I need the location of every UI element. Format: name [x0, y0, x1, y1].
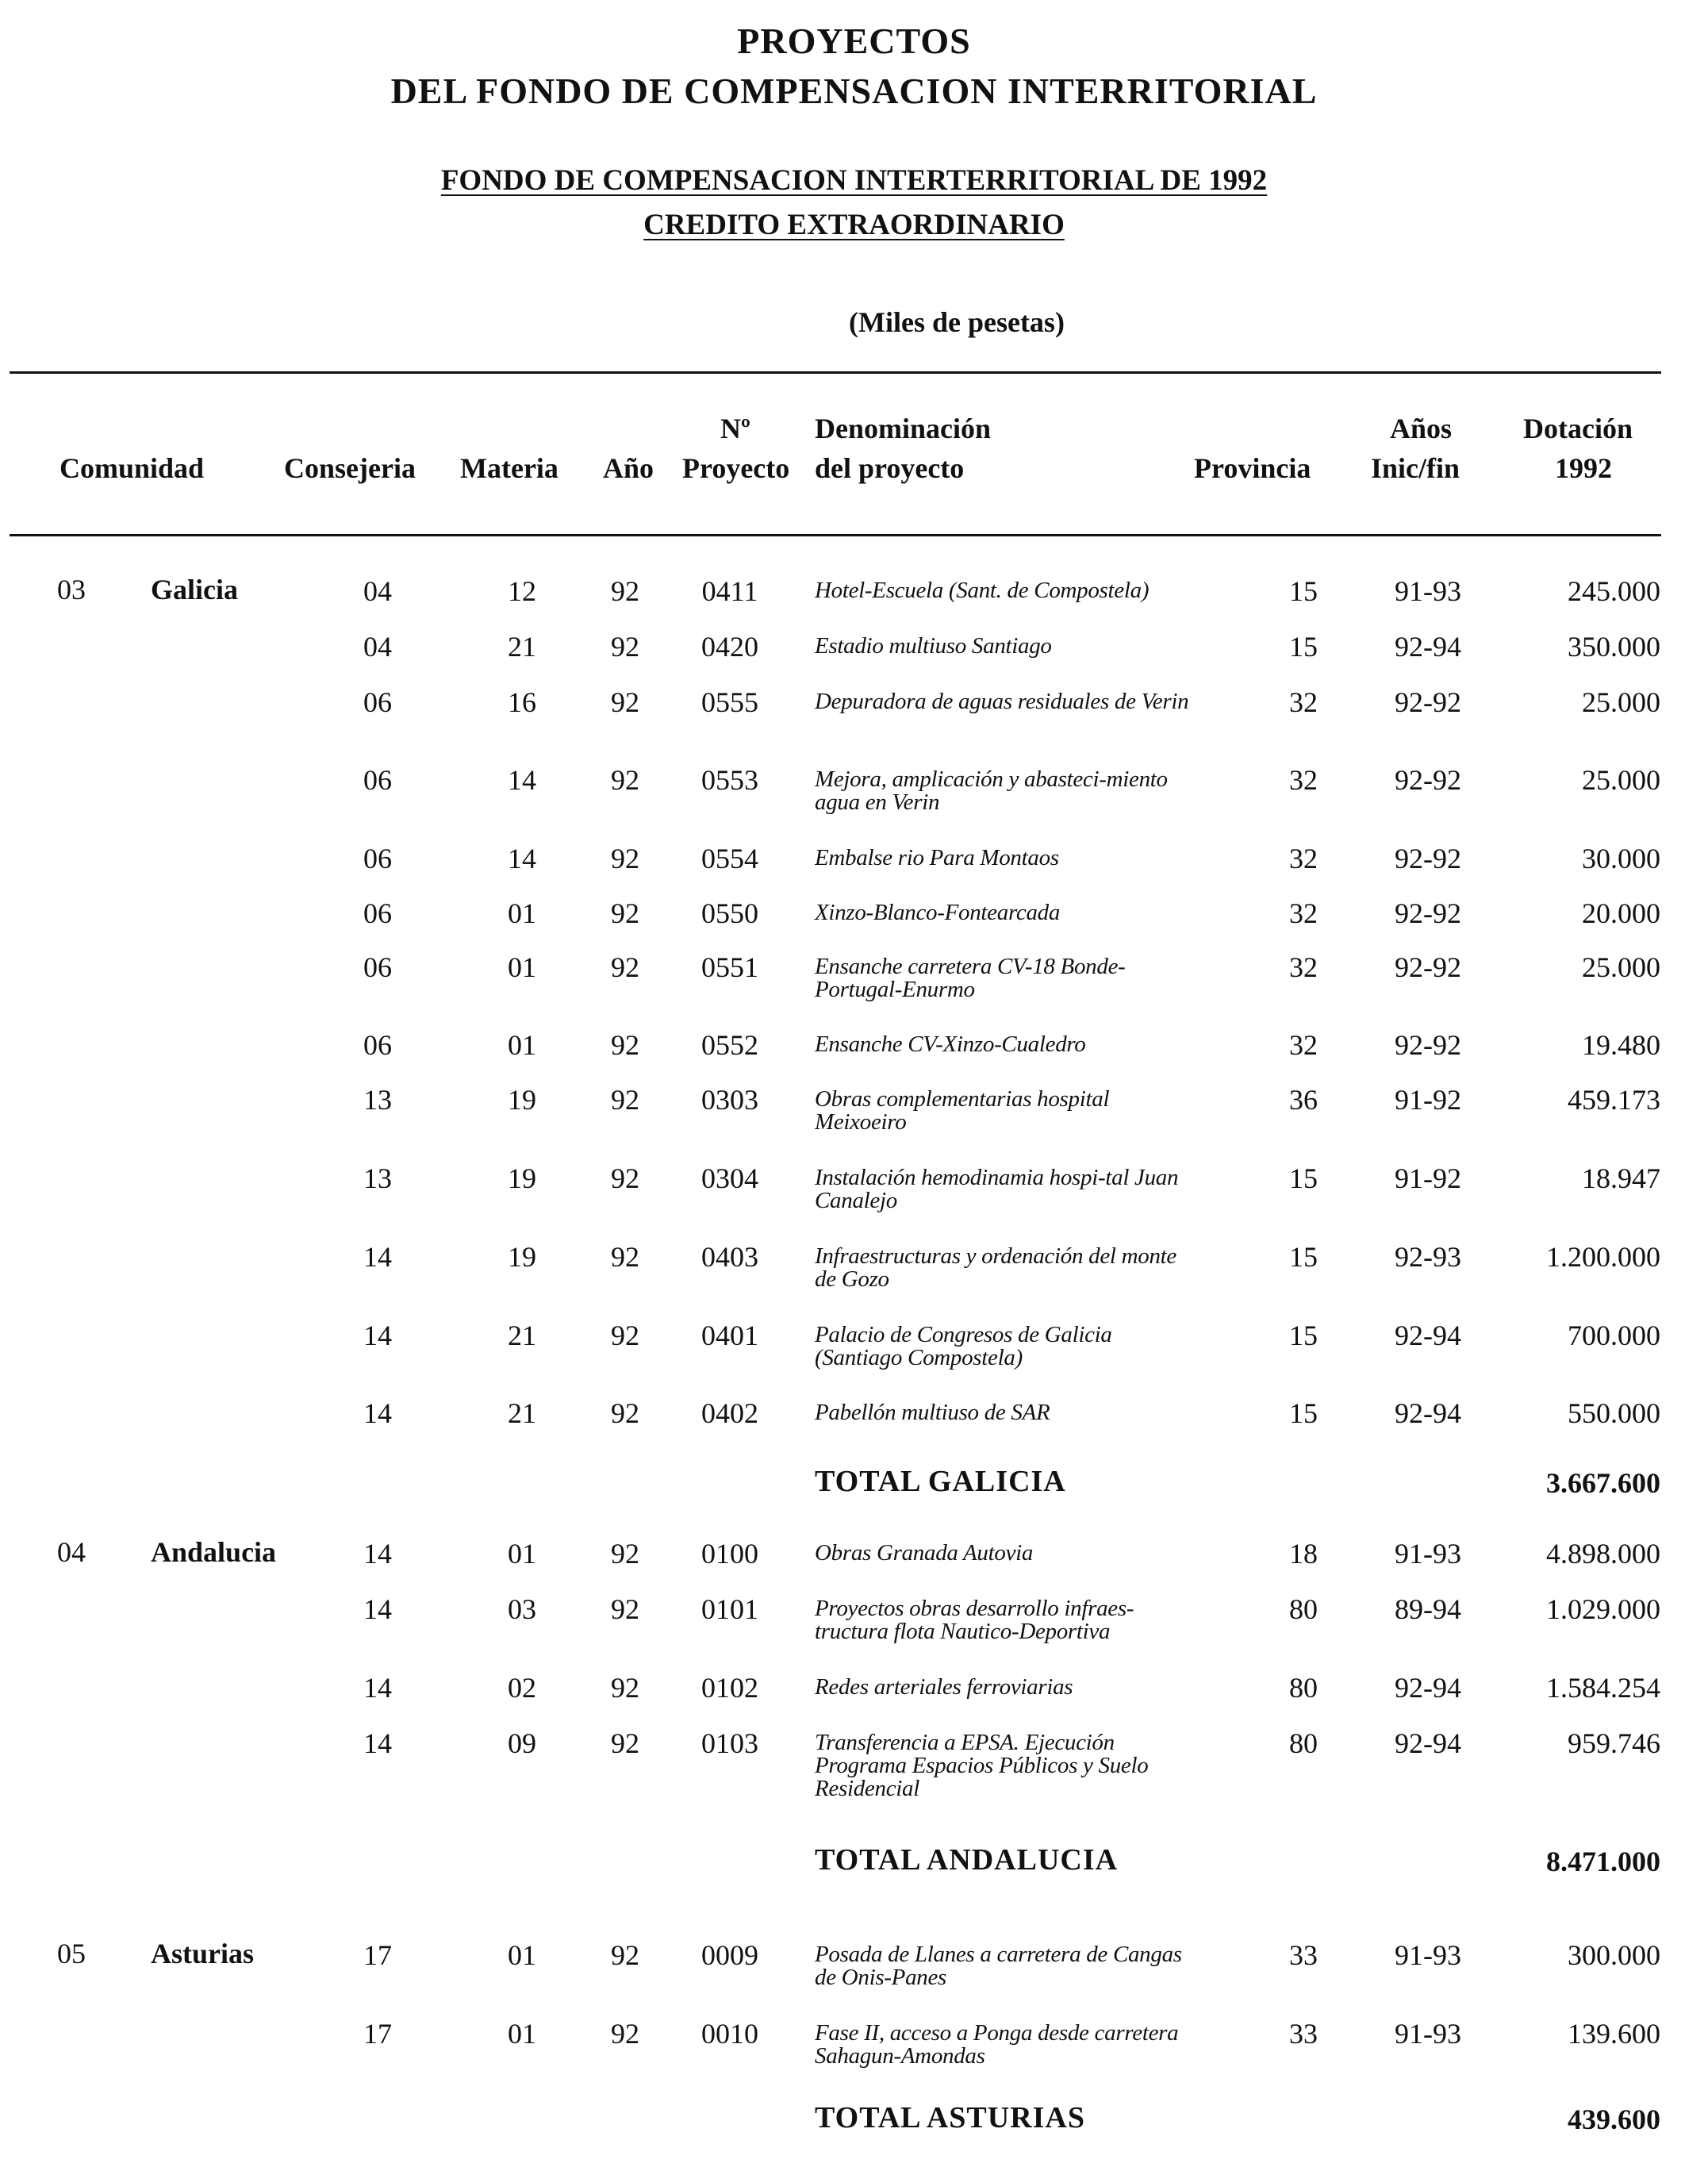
cell-anios: 92-94	[1395, 1397, 1461, 1429]
cell-consejeria: 14	[363, 1727, 392, 1759]
cell-proyecto: 0103	[701, 1727, 758, 1759]
cell-anios: 91-93	[1395, 575, 1461, 607]
cell-anio: 92	[611, 631, 639, 663]
cell-proyecto: 0100	[701, 1538, 758, 1570]
table-row	[0, 1939, 1708, 1990]
cell-consejeria: 04	[363, 575, 392, 607]
cell-materia: 09	[508, 1727, 536, 1759]
cell-dotacion: 4.898.000	[1546, 1538, 1660, 1570]
cell-anios: 91-93	[1395, 1939, 1461, 1971]
cell-consejeria: 14	[363, 1241, 392, 1273]
cell-consejeria: 14	[363, 1320, 392, 1351]
cell-anio: 92	[611, 1084, 639, 1116]
cell-dotacion: 459.173	[1568, 1084, 1660, 1116]
group-name: Andalucia	[151, 1536, 277, 1568]
cell-provincia: 36	[1289, 1084, 1318, 1116]
cell-provincia: 32	[1289, 686, 1318, 718]
col-anio: Año	[603, 452, 654, 484]
cell-materia: 01	[508, 2018, 536, 2050]
table-row	[0, 1397, 1708, 1429]
cell-provincia: 80	[1289, 1727, 1318, 1759]
cell-proyecto: 0551	[701, 951, 758, 983]
cell-denominacion: Embalse rio Para Montaos	[815, 845, 1059, 870]
table-row	[0, 1029, 1708, 1061]
cell-consejeria: 14	[363, 1672, 392, 1704]
cell-anio: 92	[611, 764, 639, 796]
cell-dotacion: 19.480	[1582, 1029, 1660, 1061]
cell-anio: 92	[611, 1593, 639, 1625]
cell-anios: 91-92	[1395, 1084, 1461, 1116]
cell-proyecto: 0102	[701, 1672, 758, 1704]
cell-provincia: 18	[1289, 1538, 1318, 1570]
col-materia: Materia	[460, 452, 558, 484]
total-label: TOTAL ANDALUCIA	[815, 1843, 1119, 1877]
cell-proyecto: 0552	[701, 1029, 758, 1061]
cell-consejeria: 06	[363, 764, 392, 796]
cell-anios: 91-93	[1395, 1538, 1461, 1570]
cell-anios: 92-94	[1395, 1727, 1461, 1759]
cell-dotacion: 25.000	[1582, 686, 1660, 718]
table-row	[0, 764, 1708, 815]
cell-anios: 89-94	[1395, 1593, 1461, 1625]
cell-denominacion: Palacio de Congresos de Galicia (Santiago Compostela)	[815, 1322, 1112, 1370]
col-denom-line2: del proyecto	[815, 452, 965, 484]
document-title-line1: PROYECTOS	[737, 21, 971, 61]
cell-proyecto: 0101	[701, 1593, 758, 1625]
cell-denominacion: Obras Granada Autovia	[815, 1540, 1034, 1566]
group-code: 04	[57, 1536, 86, 1568]
cell-provincia: 15	[1289, 1241, 1318, 1273]
cell-consejeria: 13	[363, 1162, 392, 1194]
cell-provincia: 32	[1289, 951, 1318, 983]
cell-materia: 01	[508, 1029, 536, 1061]
cell-dotacion: 1.200.000	[1546, 1241, 1660, 1273]
col-dotacion-line2: 1992	[1555, 452, 1612, 484]
cell-proyecto: 0411	[701, 575, 758, 607]
cell-materia: 12	[508, 575, 536, 607]
cell-materia: 14	[508, 843, 536, 874]
cell-proyecto: 0304	[701, 1162, 758, 1194]
cell-consejeria: 14	[363, 1593, 392, 1625]
cell-provincia: 15	[1289, 1320, 1318, 1351]
table-row	[0, 1727, 1708, 1799]
cell-proyecto: 0550	[701, 897, 758, 929]
col-anios-line2: Inic/fin	[1371, 452, 1460, 484]
total-value: 8.471.000	[1546, 1846, 1660, 1877]
cell-anio: 92	[611, 843, 639, 874]
cell-denominacion: Estadio multiuso Santiago	[815, 633, 1052, 659]
cell-provincia: 32	[1289, 897, 1318, 929]
cell-consejeria: 06	[363, 951, 392, 983]
cell-provincia: 80	[1289, 1593, 1318, 1625]
cell-consejeria: 17	[363, 1939, 392, 1971]
cell-materia: 01	[508, 951, 536, 983]
cell-denominacion: Transferencia a EPSA. Ejecución Programa Espacios Públicos y Suelo Residencial	[815, 1730, 1149, 1801]
cell-anios: 92-94	[1395, 1320, 1461, 1351]
cell-anio: 92	[611, 1320, 639, 1351]
units-note: (Miles de pesetas)	[849, 306, 1065, 338]
header-rule-bottom	[10, 534, 1661, 536]
group-name: Galicia	[151, 574, 238, 605]
cell-provincia: 15	[1289, 1397, 1318, 1429]
cell-provincia: 32	[1289, 1029, 1318, 1061]
cell-proyecto: 0553	[701, 764, 758, 796]
cell-materia: 14	[508, 764, 536, 796]
cell-anios: 92-92	[1395, 1029, 1461, 1061]
cell-proyecto: 0420	[701, 631, 758, 663]
table-row	[0, 575, 1708, 607]
cell-denominacion: Mejora, amplicación y abasteci-miento agua en Verin	[815, 767, 1168, 815]
table-row	[0, 631, 1708, 663]
table-row	[0, 1241, 1708, 1292]
group-name: Asturias	[151, 1938, 255, 1969]
col-nro-line1: Nº	[720, 413, 750, 444]
cell-anio: 92	[611, 951, 639, 983]
header-rule-top	[10, 371, 1661, 374]
cell-materia: 01	[508, 1939, 536, 1971]
cell-provincia: 15	[1289, 575, 1318, 607]
cell-materia: 19	[508, 1162, 536, 1194]
cell-provincia: 32	[1289, 764, 1318, 796]
cell-proyecto: 0303	[701, 1084, 758, 1116]
cell-provincia: 80	[1289, 1672, 1318, 1704]
cell-materia: 16	[508, 686, 536, 718]
cell-proyecto: 0402	[701, 1397, 758, 1429]
cell-anio: 92	[611, 1397, 639, 1429]
table-row	[0, 1320, 1708, 1370]
cell-anio: 92	[611, 1672, 639, 1704]
col-anios-line1: Años	[1390, 413, 1453, 444]
cell-dotacion: 550.000	[1568, 1397, 1660, 1429]
table-row	[0, 1162, 1708, 1213]
col-denom-line1: Denominación	[815, 413, 992, 444]
table-row	[0, 686, 1708, 734]
table-row	[0, 951, 1708, 1002]
cell-provincia: 32	[1289, 843, 1318, 874]
table-row	[0, 1084, 1708, 1135]
cell-dotacion: 139.600	[1568, 2018, 1660, 2050]
cell-dotacion: 1.029.000	[1546, 1593, 1660, 1625]
table-row	[0, 2018, 1708, 2069]
cell-materia: 01	[508, 897, 536, 929]
cell-anio: 92	[611, 1241, 639, 1273]
cell-proyecto: 0010	[701, 2018, 758, 2050]
cell-consejeria: 06	[363, 843, 392, 874]
cell-denominacion: Redes arteriales ferroviarias	[815, 1674, 1073, 1700]
cell-anio: 92	[611, 575, 639, 607]
cell-denominacion: Fase II, acceso a Ponga desde carretera Sahagun-Amondas	[815, 2020, 1179, 2069]
col-nro-line2: Proyecto	[682, 452, 790, 484]
table-row	[0, 1672, 1708, 1704]
cell-anio: 92	[611, 1029, 639, 1061]
cell-materia: 21	[508, 631, 536, 663]
col-provincia: Provincia	[1194, 452, 1311, 484]
cell-proyecto: 0554	[701, 843, 758, 874]
document-subtitle-line1: FONDO DE COMPENSACION INTERTERRITORIAL DE 1992	[440, 164, 1268, 197]
cell-materia: 03	[508, 1593, 536, 1625]
cell-denominacion: Posada de Llanes a carretera de Cangas de Onis-Panes	[815, 1942, 1182, 1990]
cell-anio: 92	[611, 686, 639, 718]
cell-anios: 92-92	[1395, 951, 1461, 983]
cell-dotacion: 18.947	[1582, 1162, 1660, 1194]
cell-dotacion: 25.000	[1582, 764, 1660, 796]
cell-dotacion: 30.000	[1582, 843, 1660, 874]
cell-materia: 19	[508, 1241, 536, 1273]
cell-provincia: 33	[1289, 1939, 1318, 1971]
cell-materia: 02	[508, 1672, 536, 1704]
cell-proyecto: 0009	[701, 1939, 758, 1971]
table-row	[0, 1538, 1708, 1570]
total-label: TOTAL ASTURIAS	[815, 2101, 1086, 2134]
col-comunidad: Comunidad	[59, 452, 205, 484]
group-code: 03	[57, 574, 86, 605]
cell-anio: 92	[611, 1727, 639, 1759]
cell-anios: 92-94	[1395, 1672, 1461, 1704]
cell-consejeria: 14	[363, 1538, 392, 1570]
cell-consejeria: 06	[363, 686, 392, 718]
document-title-line2: DEL FONDO DE COMPENSACION INTERRITORIAL	[390, 71, 1318, 111]
cell-provincia: 33	[1289, 2018, 1318, 2050]
cell-anio: 92	[611, 1939, 639, 1971]
cell-denominacion: Infraestructuras y ordenación del monte de Gozo	[815, 1243, 1176, 1292]
cell-dotacion: 25.000	[1582, 951, 1660, 983]
cell-provincia: 15	[1289, 631, 1318, 663]
cell-anios: 92-93	[1395, 1241, 1461, 1273]
cell-denominacion: Pabellón multiuso de SAR	[815, 1400, 1050, 1425]
cell-denominacion: Ensanche carretera CV-18 Bonde-Portugal-Enurmo	[815, 954, 1126, 1002]
cell-proyecto: 0555	[701, 686, 758, 718]
cell-anio: 92	[611, 897, 639, 929]
table-row	[0, 897, 1708, 929]
cell-materia: 21	[508, 1397, 536, 1429]
cell-consejeria: 17	[363, 2018, 392, 2050]
total-value: 439.600	[1568, 2104, 1660, 2135]
cell-dotacion: 20.000	[1582, 897, 1660, 929]
cell-anios: 92-94	[1395, 631, 1461, 663]
cell-dotacion: 300.000	[1568, 1939, 1660, 1971]
cell-denominacion: Hotel-Escuela (Sant. de Compostela)	[815, 578, 1150, 603]
cell-consejeria: 13	[363, 1084, 392, 1116]
cell-dotacion: 350.000	[1568, 631, 1660, 663]
cell-consejeria: 06	[363, 897, 392, 929]
col-dotacion-line1: Dotación	[1523, 413, 1633, 444]
cell-proyecto: 0403	[701, 1241, 758, 1273]
cell-anios: 91-92	[1395, 1162, 1461, 1194]
cell-consejeria: 06	[363, 1029, 392, 1061]
cell-denominacion: Xinzo-Blanco-Fontearcada	[815, 900, 1061, 925]
col-consejeria: Consejeria	[284, 452, 416, 484]
cell-consejeria: 14	[363, 1397, 392, 1429]
total-value: 3.667.600	[1546, 1467, 1660, 1499]
cell-anios: 91-93	[1395, 2018, 1461, 2050]
cell-denominacion: Obras complementarias hospital Meixoeiro	[815, 1086, 1110, 1135]
cell-anios: 92-92	[1395, 843, 1461, 874]
table-row	[0, 1593, 1708, 1644]
cell-dotacion: 959.746	[1568, 1727, 1660, 1759]
cell-anio: 92	[611, 2018, 639, 2050]
cell-denominacion: Ensanche CV-Xinzo-Cualedro	[815, 1032, 1086, 1057]
cell-denominacion: Instalación hemodinamia hospi-tal Juan Canalejo	[815, 1165, 1179, 1213]
cell-anio: 92	[611, 1162, 639, 1194]
cell-proyecto: 0401	[701, 1320, 758, 1351]
cell-anios: 92-92	[1395, 764, 1461, 796]
cell-consejeria: 04	[363, 631, 392, 663]
cell-dotacion: 245.000	[1568, 575, 1660, 607]
cell-denominacion: Depuradora de aguas residuales de Verin	[815, 689, 1189, 714]
table-row	[0, 843, 1708, 874]
cell-materia: 21	[508, 1320, 536, 1351]
cell-dotacion: 700.000	[1568, 1320, 1660, 1351]
cell-provincia: 15	[1289, 1162, 1318, 1194]
cell-anios: 92-92	[1395, 897, 1461, 929]
cell-materia: 01	[508, 1538, 536, 1570]
cell-anios: 92-92	[1395, 686, 1461, 718]
group-code: 05	[57, 1938, 86, 1969]
cell-dotacion: 1.584.254	[1546, 1672, 1660, 1704]
cell-denominacion: Proyectos obras desarrollo infraes-tructura flota Nautico-Deportiva	[815, 1596, 1134, 1644]
cell-materia: 19	[508, 1084, 536, 1116]
document-subtitle-line2: CREDITO EXTRAORDINARIO	[643, 209, 1065, 241]
total-label: TOTAL GALICIA	[815, 1465, 1066, 1498]
cell-anio: 92	[611, 1538, 639, 1570]
